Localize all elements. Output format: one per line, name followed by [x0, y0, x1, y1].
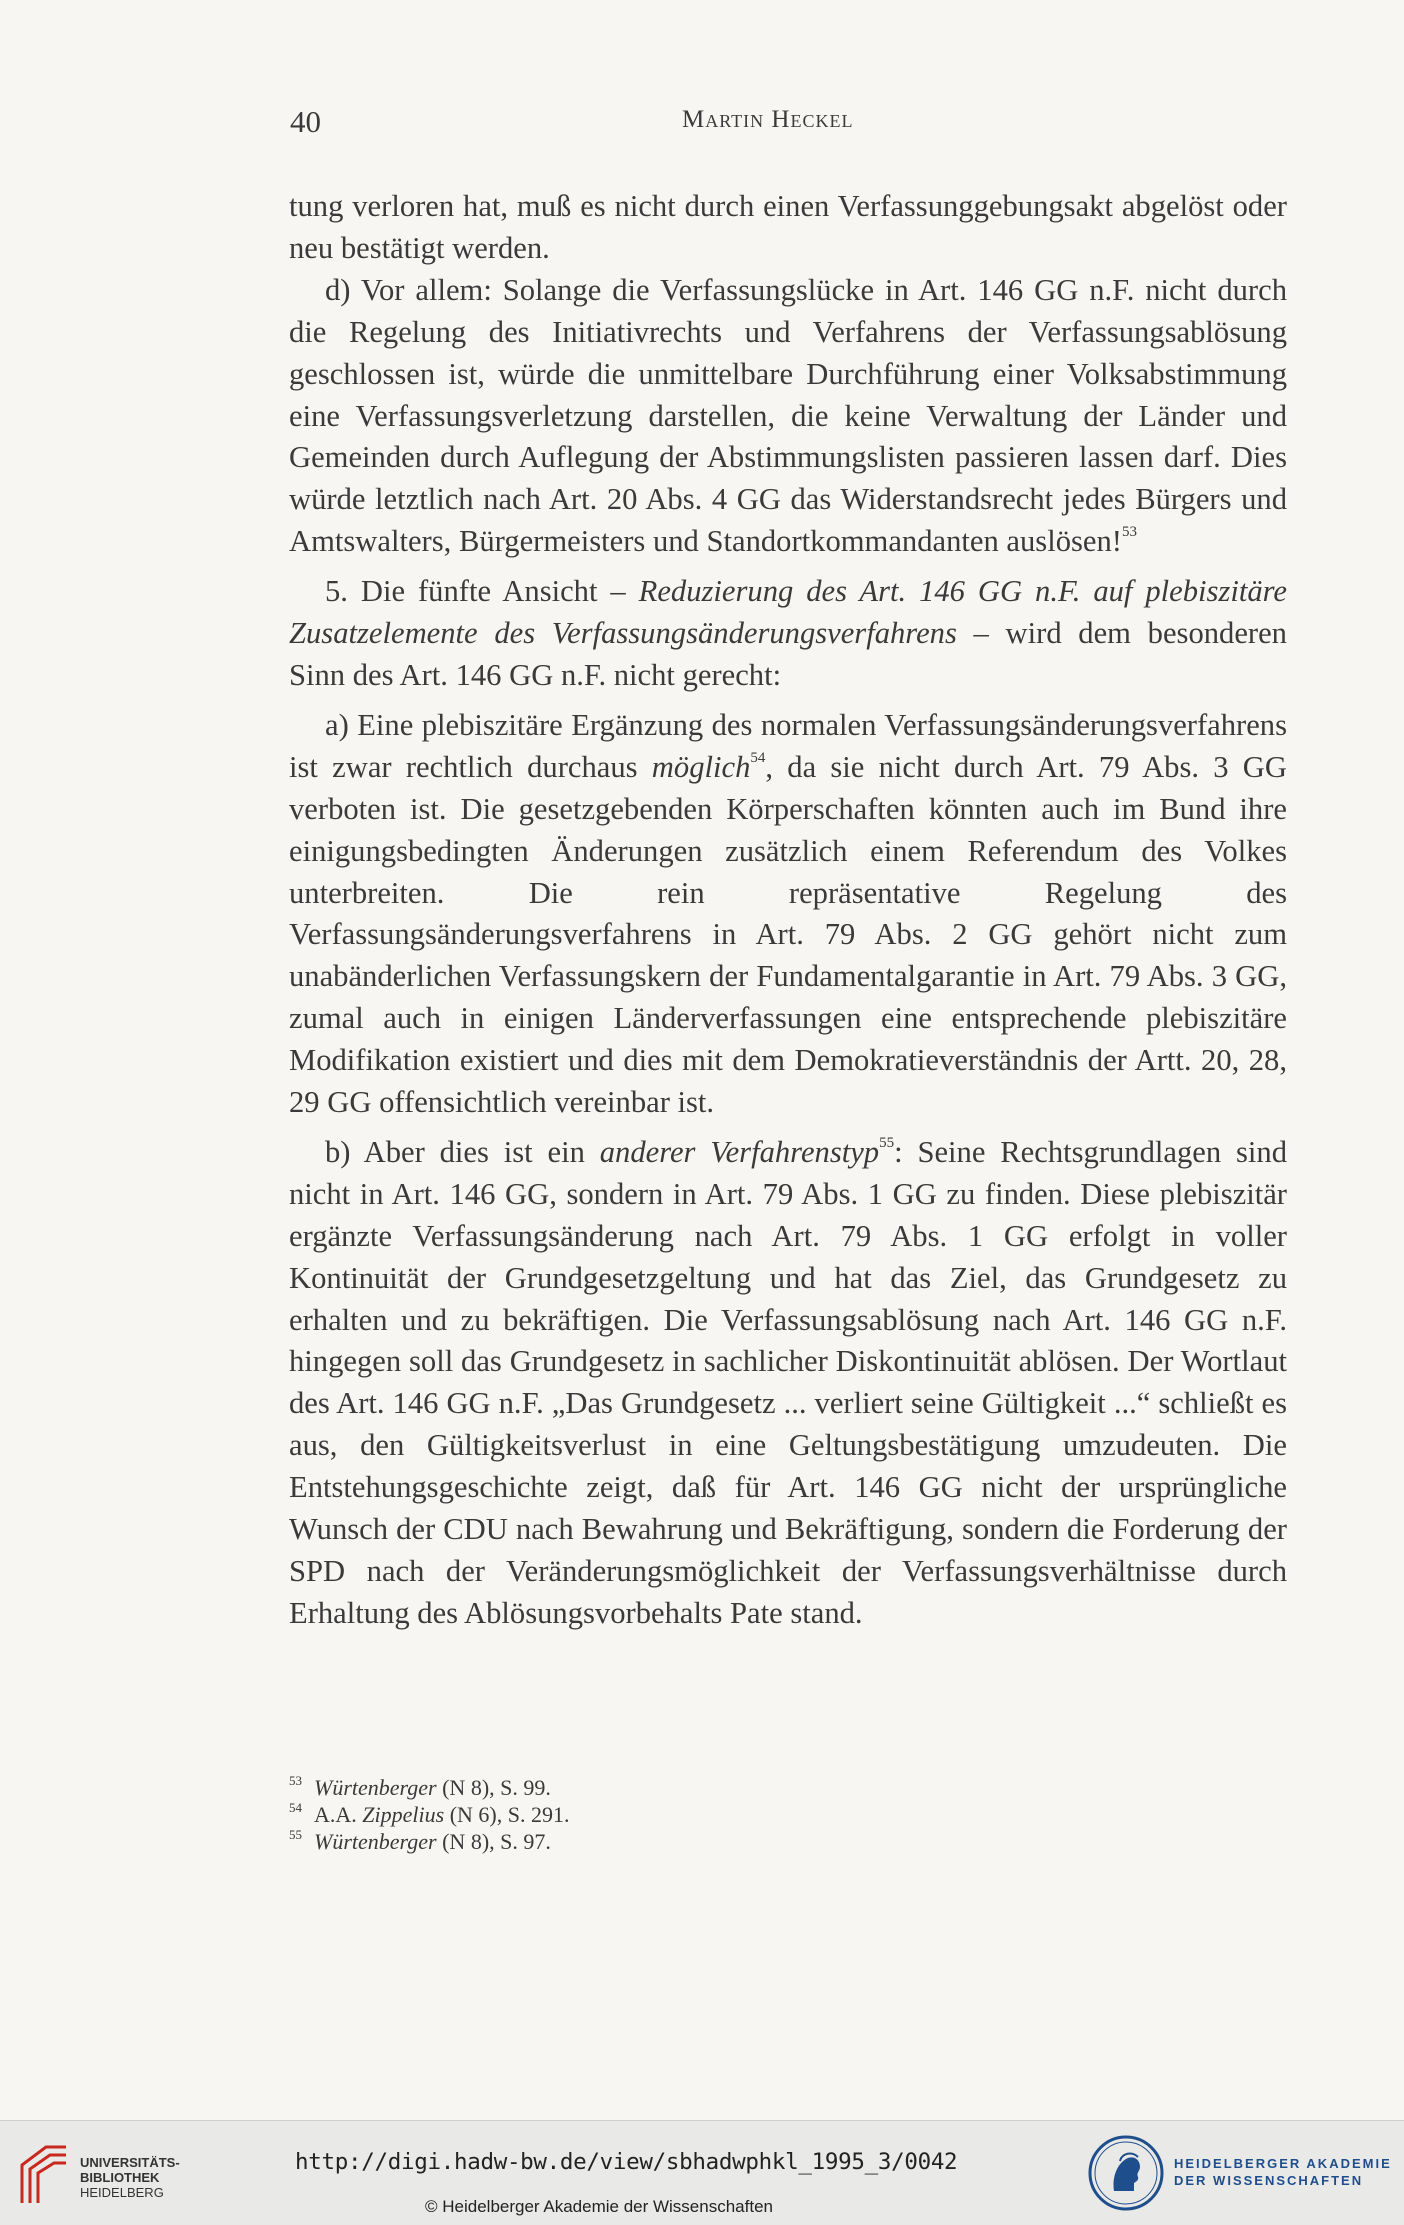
- footnote-54: [289, 1801, 1189, 1828]
- footnote-citation: (N 8), S. 99.: [436, 1775, 551, 1800]
- permalink-url[interactable]: http://digi.hadw-bw.de/view/sbhadwphkl_1995_3/0042: [295, 2149, 958, 2175]
- paragraph-2: [289, 270, 1287, 563]
- footnote-53: [289, 1774, 1189, 1801]
- academy-seal-icon: [1086, 2133, 1166, 2213]
- paragraph-5-text-a: b) Aber dies ist ein: [325, 1134, 600, 1169]
- footnote-number: 53: [289, 1773, 302, 1788]
- library-name-line-3: HEIDELBERG: [80, 2185, 164, 2200]
- running-header-author: Martin Heckel: [682, 106, 854, 133]
- library-name-line-2: BIBLIOTHEK: [80, 2170, 160, 2185]
- academy-name: [1174, 2155, 1392, 2189]
- copyright-notice: © Heidelberger Akademie der Wissenschaften: [425, 2197, 773, 2216]
- paragraph-5-text-b: : Seine Rechtsgrundlagen sind nicht in Art. 146 GG, sondern in Art. 79 Abs. 1 GG zu finden. Diese plebiszitär ergänzte Verfassungsänderung nach Art. 79 Abs. 1 GG erfolgt in voller Kontinuität der Grundgesetzgeltung und hat das Ziel, das Grundgesetz zu erhalten und zu bekräftigen. Die Verfassungsablösung nach Art. 146 GG n.F. hingegen soll das Grundgesetz in sachlicher Diskontinuität ablösen. Der Wortlaut des Art. 146 GG n.F. „Das Grundgesetz ... verliert seine Gültigkeit ...“ schließt es aus, den Gültigkeitsverlust in eine Geltungsbestätigung umzudeuten. Die Entstehungsgeschichte zeigt, daß für Art. 146 GG nicht der ursprüngliche Wunsch der CDU nach Bewahrung und Bekräftigung, sondern die Forderung der SPD nach der Veränderungsmöglichkeit der Verfassungsverhältnisse durch Erhaltung des Ablösungsvorbehalts Pate stand.: [289, 1134, 1287, 1630]
- paragraph-5-emphasis: anderer Verfahrenstyp: [599, 1134, 880, 1169]
- academy-name-line-2: DER WISSENSCHAFTEN: [1174, 2173, 1364, 2188]
- page-number: 40: [290, 104, 321, 139]
- footnote-ref-55[interactable]: 55: [879, 1134, 895, 1151]
- body-text: [289, 186, 1287, 1635]
- academy-name-line-1: HEIDELBERGER AKADEMIE: [1174, 2156, 1392, 2171]
- footnote-number: 54: [289, 1800, 302, 1815]
- paragraph-3-emphasis: Reduzierung des Art. 146 GG n.F. auf plebiszitäre Zusatzelemente des Verfassungsänderungsverfahrens: [289, 574, 1287, 651]
- footnote-ref-53[interactable]: 53: [1121, 524, 1137, 541]
- paragraph-2-text: d) Vor allem: Solange die Verfassungslücke in Art. 146 GG n.F. nicht durch die Regelung des Initiativrechts und Verfahrens der Verfassungsablösung geschlossen ist, würde die unmittelbare Durchführung einer Volksabstimmung eine Verfassungsverletzung darstellen, die keine Verwaltung der Länder und Gemeinden durch Auflegung der Abstimmungslisten passieren lassen darf. Dies würde letztlich nach Art. 20 Abs. 4 GG das Widerstandsrecht jedes Bürgers und Amtswalters, Bürgermeisters und Standortkommandanten auslösen!: [289, 272, 1287, 559]
- paragraph-3-text-a: 5. Die fünfte Ansicht –: [325, 574, 639, 609]
- paragraph-3: [289, 571, 1287, 697]
- footnote-number: 55: [289, 1827, 302, 1842]
- paragraph-1: tung verloren hat, muß es nicht durch einen Verfassunggebungsakt abgelöst oder neu bestätigt werden.: [289, 189, 1287, 265]
- footnote-author: Würtenberger: [314, 1775, 437, 1800]
- paragraph-4-text-b: , da sie nicht durch Art. 79 Abs. 3 GG verboten ist. Die gesetzgebenden Körperschaften könnten auch im Bund ihre einigungsbedingten Änderungen zusätzlich einem Referendum des Volkes unterbreiten. Die rein repräsentative Regelung des Verfassungsänderungsverfahrens in Art. 79 Abs. 2 GG gehört nicht zum unabänderlichen Verfassungskern der Fundamentalgarantie in Art. 79 Abs. 3 GG, zumal auch in einigen Länderverfassungen eine entsprechende plebiszitäre Modifikation existiert und dies mit dem Demokratieverständnis der Artt. 20, 28, 29 GG offensichtlich vereinbar ist.: [289, 749, 1287, 1120]
- footnote-55: [289, 1828, 1189, 1855]
- paragraph-4-text-a: a) Eine plebiszitäre Ergänzung des normalen Verfassungsänderungsverfahrens ist zwar rechtlich durchaus: [289, 707, 1287, 784]
- footnote-prefix: A.A.: [314, 1802, 363, 1827]
- digitization-footer: [0, 2120, 1404, 2225]
- library-name-line-1: UNIVERSITÄTS-: [80, 2155, 180, 2170]
- university-library-name: [80, 2155, 180, 2200]
- paragraph-3-text-b: – wird dem besonderen Sinn des Art. 146 GG n.F. nicht gerecht:: [289, 616, 1287, 692]
- paragraph-4: [289, 705, 1287, 1124]
- university-library-logo-icon: [16, 2143, 72, 2209]
- paragraph-4-emphasis: möglich: [651, 749, 751, 784]
- footnote-author: Würtenberger: [314, 1829, 437, 1854]
- footnote-ref-54[interactable]: 54: [750, 749, 766, 766]
- paragraph-5: [289, 1132, 1287, 1635]
- footnote-citation: (N 8), S. 97.: [436, 1829, 551, 1854]
- footnote-author: Zippelius: [362, 1802, 445, 1827]
- footnotes: [289, 1774, 1189, 1855]
- footnote-citation: (N 6), S. 291.: [444, 1802, 570, 1827]
